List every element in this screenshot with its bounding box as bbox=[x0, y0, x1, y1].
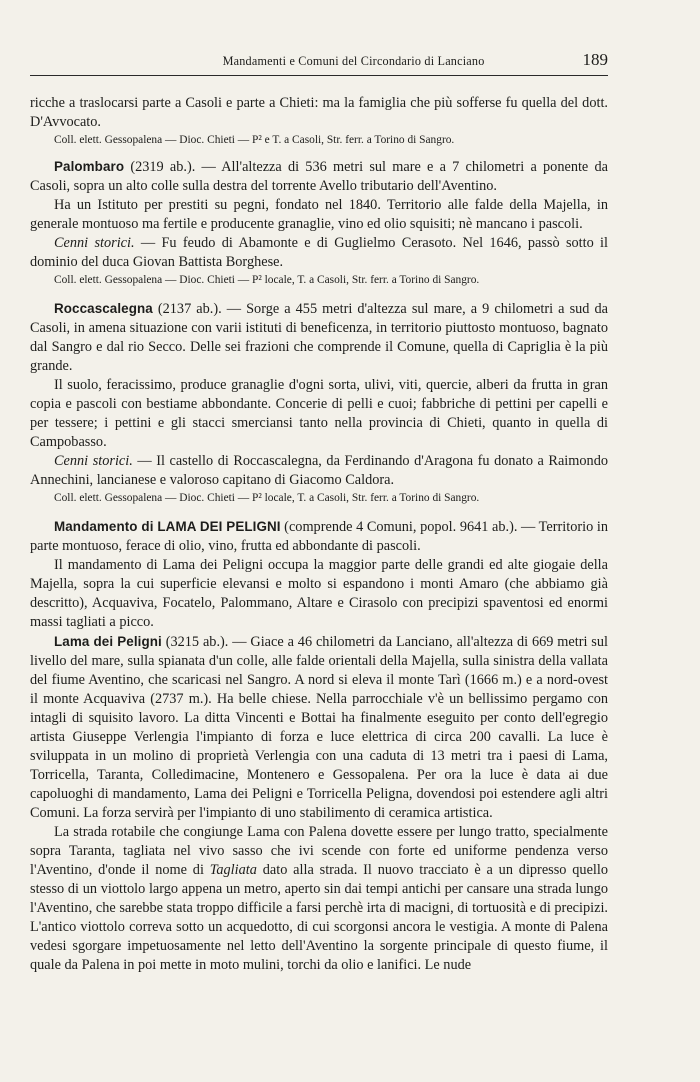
italic-term: Tagliata bbox=[209, 862, 257, 878]
electoral-note: Coll. elett. Gessopalena — Dioc. Chieti — P² locale, T. a Casoli, Str. ferr. a Torino di Sangro. bbox=[54, 492, 480, 504]
paragraph bbox=[30, 823, 608, 975]
running-header bbox=[30, 50, 608, 70]
electoral-note: Coll. elett. Gessopalena — Dioc. Chieti — P² locale, T. a Casoli, Str. ferr. a Torino di Sangro. bbox=[54, 274, 480, 286]
page-body bbox=[30, 94, 608, 975]
historical-notes bbox=[30, 234, 608, 272]
cenni-label: Cenni storici. bbox=[54, 235, 135, 251]
cenni-label: Cenni storici. bbox=[54, 453, 133, 469]
text-run: dato alla strada. Il nuovo tracciato è a un dipresso quello stesso di un viottolo largo appena un metro, aperto sin dai tempi antichi per cansare una strada lungo l'Aventino, che sarebbe stata troppo difficile a farsi perchè irta di macigni, di tortuosità e di precipizi. L'antico viottolo correva sotto un acquedotto, di cui scorgonsi ancora le vestigia. A monte di Palena vedesi sgorgare impetuosamente nel letto dell'Aventino la sorgente principale di questo fiume, il quale da Palena in poi mette in moto mulini, torchi da olio e lanifici. Le nude bbox=[30, 862, 609, 973]
cenni-text: — Fu feudo di Abamonte e di Guglielmo Cerasoto. Nel 1646, passò sotto il dominio del duca Giovan Battista Borghese. bbox=[30, 235, 609, 270]
entry-mandamento bbox=[30, 517, 608, 556]
entry-text: (3215 ab.). — Giace a 46 chilometri da Lanciano, all'altezza di 669 metri sul livello del mare, sulla spianata d'un colle, alle falde orientali della Majella, sulla sinistra della vallata del fiume Aventino, che scaricasi nel Sangro. A nord si eleva il monte Tarì (1666 m.) e a nord-ovest il monte Acquaviva (2737 m.). Ha belle chiese. Nella parrocchiale v'è un bellissimo pergamo con intagli di squisito lavoro. La ditta Vincenti e Bottai ha finalmente eseguito per conto dell'egregio artista Giuseppe Verlengia l'impianto di forza e luce elettrica di circa 200 cavalli. La luce è sviluppata in un molino di proprietà Verlengia con una caduta di 13 metri tra i paesi di Lama, Torricella, Taranta, Colledimacine, Montenero e Gessopalena. Per ora la luce è data ai due capoluoghi di mandamento, Lama dei Peligni e Torricella Peligna, dovendosi poi estendere agli altri Comuni. La forza servirà per l'impianto di uno stabilimento di ceramica artistica. bbox=[30, 634, 608, 821]
historical-notes bbox=[30, 452, 608, 490]
entry-lama-dei-peligni bbox=[30, 632, 608, 823]
cenni-text: — Il castello di Roccascalegna, da Ferdinando d'Aragona fu donato a Raimondo Annechini, lancianese e valoroso capitano di Giacomo Caldora. bbox=[30, 453, 608, 488]
paragraph: Il suolo, feracissimo, produce granaglie d'ogni sorta, ulivi, viti, quercie, alberi da frutta in gran copia e pascoli con bestiame abbondante. Concerie di pelli e cuoi; fabbriche di pettini per capelli e per tessere; i pettini e gli stacci smerciansi tanto nella provincia di Chieti, quanto in quella di Campobasso. bbox=[30, 377, 608, 450]
paragraph: Il mandamento di Lama dei Peligni occupa la maggior parte delle grandi ed alte giogaie della Majella, sopra la cui superficie elevansi e molto si espandono i monti Amaro (che abbiamo già descritto), Acquaviva, Focatelo, Palommano, Altare e Cirasolo con precipizi spaventosi ed enormi massi tagliati a picco. bbox=[30, 557, 608, 630]
paragraph: Ha un Istituto per prestiti su pegni, fondato nel 1840. Territorio alle falde della Majella, in generale montuoso ma fertile e producente granaglie, vino ed olio squisiti; nè mancano i pascoli. bbox=[30, 197, 608, 232]
text-run: La strada rotabile che congiunge Lama con Palena dovette essere per lungo tratto, specialmente sopra Taranta, tagliata nel vivo sasso che ivi scende con forte ed uniforme pendenza verso l'Aventino, d'onde il nome di bbox=[30, 824, 608, 878]
header-title: Mandamenti e Comuni del Circondario di Lanciano bbox=[222, 54, 485, 68]
entry-text: (2319 ab.). — All'altezza di 536 metri sul mare e a 7 chilometri a ponente da Casoli, sopra un alto colle sulla destra del torrente Avello tributario dell'Aventino. bbox=[30, 159, 608, 194]
header-rule bbox=[30, 75, 608, 76]
entry-text: (comprende 4 Comuni, popol. 9641 ab.). — Territorio in parte montuoso, ferace di olio, vino, frutta ed abbondante di pascoli. bbox=[30, 519, 608, 554]
entry-palombaro bbox=[30, 157, 608, 196]
entry-name: Roccascalegna bbox=[54, 301, 153, 316]
entry-name: Palombaro bbox=[54, 159, 125, 174]
entry-roccascalegna bbox=[30, 299, 608, 376]
electoral-note: Coll. elett. Gessopalena — Dioc. Chieti — P² e T. a Casoli, Str. ferr. a Torino di Sangro. bbox=[54, 134, 455, 146]
entry-name: Mandamento di LAMA DEI PELIGNI bbox=[54, 519, 281, 534]
page-number: 189 bbox=[582, 50, 608, 69]
entry-text: (2137 ab.). — Sorge a 455 metri d'altezza sul mare, a 9 chilometri a sud da Casoli, in amena situazione con varii istituti di beneficenza, in territorio piuttosto montuoso, bagnato dal Sangro e dal rio Secco. Delle sei frazioni che comprende il Comune, quella di Capriglia è la più grande. bbox=[30, 301, 608, 374]
paragraph-continuation: ricche a traslocarsi parte a Casoli e parte a Chieti: ma la famiglia che più sofferse fu quella del dott. D'Avvocato. bbox=[30, 95, 608, 130]
entry-name: Lama dei Peligni bbox=[54, 634, 162, 649]
